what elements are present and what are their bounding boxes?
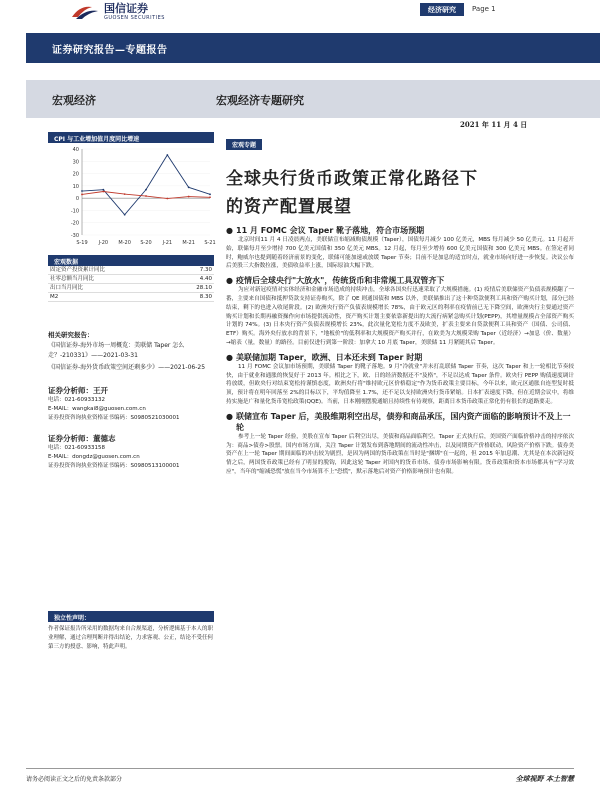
section-3-title: 美联储加期 Taper，欧洲、日本还未到 Taper 时期 bbox=[236, 352, 423, 362]
cpi-chart bbox=[48, 143, 214, 251]
report-type-band bbox=[26, 33, 600, 63]
macro-data-table bbox=[48, 266, 214, 302]
series-point bbox=[209, 196, 211, 198]
analyst-1-cert: 证券投资咨询执业资格证书编码：S0980521030001 bbox=[48, 415, 180, 421]
top-header bbox=[0, 0, 600, 28]
macro-data-row bbox=[48, 284, 214, 293]
report-title bbox=[226, 165, 574, 221]
macro-data-label: M2 bbox=[50, 294, 59, 300]
macro-data-value: 8.30 bbox=[199, 294, 212, 300]
section-1-body: 北京时间11 月 4 日凌晨两点，美联储宣布缩减购债规模（Taper），国债每月减少 100 亿美元，MBS 每月减少 50 亿美元。11 月起开始，联储每月至少增持 700 亿美元国债和 350 亿美元 MBS。12 月起，每月至少增持 600 亿美元国债和 300 亿美元 MBS。在签定者同时，鲍威尔也提到随着经济前景的变化，联储可能加速或放缓 Taper 节奏；目前不是加息的适宜时点，就业市场向好进一步恢复。决议公布后美股三大指数拉涨，美债收益率上涨，国际原油大幅下跌。 bbox=[226, 237, 574, 270]
footer-disclaimer[interactable]: 请务必阅读正文之后的免责条款部分 bbox=[26, 776, 123, 783]
main-tag: 宏观专题 bbox=[226, 139, 262, 150]
y-tick-label: 0 bbox=[75, 196, 79, 203]
section-1 bbox=[226, 225, 574, 271]
section-tag: 经济研究 bbox=[420, 3, 464, 16]
section-4-heading bbox=[226, 411, 574, 433]
bullet-icon: ● bbox=[226, 226, 233, 235]
independence-title: 独立性声明： bbox=[48, 611, 214, 622]
analyst-block bbox=[48, 385, 214, 471]
x-tick-label: S-20 bbox=[140, 240, 152, 246]
macro-data-value: 4.40 bbox=[199, 276, 212, 282]
section-2-title: 疫情后全球央行"大放水"，传统货币和非常规工具双管齐下 bbox=[236, 276, 445, 286]
y-tick-label: 40 bbox=[72, 147, 79, 153]
analyst-2-cert: 证券投资咨询执业资格证书编码：S0980513100001 bbox=[48, 463, 180, 469]
x-tick-label: M-21 bbox=[182, 240, 195, 246]
section-3-heading bbox=[226, 352, 574, 363]
y-tick-label: -30 bbox=[70, 233, 79, 239]
report-title-line1: 全球央行货币政策正常化路径下 bbox=[226, 169, 478, 189]
series-point bbox=[188, 186, 190, 188]
section-2 bbox=[226, 275, 574, 348]
category-left: 宏观经济 bbox=[52, 94, 96, 107]
x-tick-label: J-20 bbox=[98, 240, 109, 246]
series-point bbox=[81, 194, 83, 196]
series-point bbox=[145, 195, 147, 197]
bullet-icon: ● bbox=[226, 411, 233, 421]
section-4-title: 联储宣布 Taper 后，美股维期利空出尽，债券和商品承压，国内资产面临的影响预计不及上一轮 bbox=[236, 411, 571, 432]
analyst-1-name: 证券分析师：王开 bbox=[48, 386, 108, 395]
section-1-heading bbox=[226, 225, 574, 236]
section-3-body: 11 月 FOMC 会议加市场预期，美联储 Taper 的靴子落地。9 月"冷就业"并未打乱联储 Taper 节奏，这次 Taper 和上一轮相比节奏较快，由于就业和通胀的恢复好于 2013 年。相比之下，欧、日的经济数据还不"及格"，不足以达成 Taper 条件。欧央行 PEPP 购债速度调计将放缓，但欧央行对结束宽松持谨慎态度，欧洲央行将"维持欧元区价格稳定"作为货币政策主要目标，今年以来，欧元区通胀自连型复时抵顶，预计将在明年回落至 2%的目标以下，平均值降至 1.7%，还不足以支持欧洲央行货币紧缩。日本扩表速度下降，但在近期会议中，将维持实施是广和量化货币宽松政策(QQE)。当前，日本刚刚摆脱通缩且持续性有待观察，距离日本货币政策正常化仍有很长的道路要走。 bbox=[226, 363, 574, 405]
independence-text: 作者保证报告所采用的数据均来自合规渠道，分析逻辑基于本人的职业理解，通过合理判断并得出结论，力求客观、公正，结论不受任何第三方的授意、影响，特此声明。 bbox=[48, 626, 214, 650]
series-point bbox=[166, 198, 168, 200]
related-reports-title: 相关研究报告： bbox=[48, 331, 94, 339]
section-1-title: 11 月 FOMC 会议 Taper 靴子落地，符合市场预期 bbox=[236, 226, 425, 235]
series-point bbox=[124, 193, 126, 195]
footer bbox=[26, 768, 574, 769]
logo-mark-icon bbox=[70, 3, 100, 21]
series-point bbox=[81, 190, 83, 192]
category-right: 宏观经济专题研究 bbox=[216, 94, 304, 107]
series-point bbox=[102, 191, 104, 193]
y-tick-label: -20 bbox=[70, 220, 79, 227]
macro-data-row bbox=[48, 266, 214, 275]
bullet-icon: ● bbox=[226, 352, 233, 362]
footer-slogan: 全球视野 本土智慧 bbox=[515, 774, 574, 783]
y-tick-label: 20 bbox=[72, 171, 79, 178]
macro-data-label: 社零总额当月同比 bbox=[50, 276, 95, 282]
logo-name-en: GUOSEN SECURITIES bbox=[104, 15, 165, 21]
page-number: Page 1 bbox=[472, 5, 496, 13]
section-2-heading bbox=[226, 275, 574, 286]
report-title-line2: 的资产配置展望 bbox=[226, 197, 352, 217]
chart-svg bbox=[48, 143, 214, 251]
series-point bbox=[209, 193, 211, 195]
related-report-1[interactable]: 《国信证券-海外市场一周概览：美联储 Taper 怎么走？-210331》——2021-03-31 bbox=[48, 342, 185, 359]
section-2-body: 为应对新冠疫情对实体经济和金融市场造成的持续冲击，全球各国央行迅速采取了大规模措施。(1) 疫情后美联储资产负债表规模翻了一番，主要来自国债和抵押贷款支持证券购买，除了 QE 则通国债和 MBS 以外，美联储推出了这十种贷款便利工具和资产购买计划，部分已经结束，剩下的也进入收尾阶段。(2) 欧洲央行资产负债表规模增长 78%，由于欧元区的利率在疫情前已无下降空间，欧洲央行主要通过资产购买计划和长期再融资操作向市场提供流动性，资产购买计划主要依靠新提出的大流行病紧急购买计划(PEPP)，其增量规模占全部资产购买计划的 74%。(3) 日本央行资产负债表规模增长 23%，此次量化宽松力度不及欧美，扩表主要来自贷款便利工具和资产（国债、公司债、ETF）购买。海外央行放水的背景下，"地板价"的低利率和大规模资产购买并行，在欧美为大规模采购 Taper（近经济）→加息（价、数量）→缩表（量，数量）的路径。目前仅进行到第一阶段：加拿大 10 月底 Taper，美联储 11 月紧随其后 Taper。 bbox=[226, 287, 574, 346]
related-report-2[interactable]: 《国信证券-海外货币政策空间还剩多少》——2021-06-25 bbox=[48, 364, 206, 371]
report-type: 证券研究报告—专题报告 bbox=[52, 45, 168, 56]
macro-data-row bbox=[48, 275, 214, 284]
analyst-1-phone: 电话：021-60933132 bbox=[48, 397, 105, 403]
macro-data-label: 固定资产投资累计同比 bbox=[50, 267, 106, 273]
report-date: 2021 年 11 月 4 日 bbox=[460, 120, 528, 129]
y-tick-label: 10 bbox=[72, 183, 79, 190]
series-point bbox=[145, 189, 147, 191]
x-tick-label: M-20 bbox=[118, 240, 131, 246]
logo-name-cn: 国信证券 bbox=[104, 2, 148, 15]
series-point bbox=[166, 154, 168, 156]
y-tick-label: -10 bbox=[70, 208, 79, 215]
chart-title: CPI 与工业增加值月度同比增速 bbox=[48, 132, 214, 143]
analyst-2-name: 证券分析师：董德志 bbox=[48, 434, 116, 443]
macro-data-title: 宏观数据 bbox=[48, 255, 214, 266]
company-logo bbox=[70, 3, 165, 21]
sidebar bbox=[48, 132, 214, 471]
series-line bbox=[82, 192, 210, 199]
macro-data-value: 28.10 bbox=[196, 285, 212, 291]
macro-data-label: 出口当月同比 bbox=[50, 285, 84, 291]
x-tick-label: J-21 bbox=[162, 240, 173, 246]
section-4 bbox=[226, 411, 574, 477]
macro-data-value: 7.30 bbox=[199, 267, 212, 273]
analyst-1-email[interactable]: E-MAIL：wangkai8@guosen.com.cn bbox=[48, 406, 146, 412]
section-4-body: 参考上一轮 Taper 经验，美股在宣布 Taper 后利空出尽，美债和商品面临利空。Taper 正式执行后，美国资产面临价格冲击的持序依次为：商品>债券>股票。国内市场方面，关注 Taper 计划发布到落地期间的流动性冲击，以及同期资产价格联动，风险资产价格下跌。债券美资产在上一轮 Taper 期间面临的冲击较为剧烈，是因为两国的货币政策在当时是"捆绑"在一起的，但 2015 年加息潮、尤其是在本次新冠疫情之后，两国货币政策已经有了明显的脱钩，因此这轮 Taper 对国内的货币市场、债券市场影响有限。货币政策和资本市场都具有"学习效应"，当年的"缩减恐慌"放在当今市场算不上"恐慌"，默示落地后对资产价格影响预计也有限。 bbox=[226, 433, 574, 475]
category-band bbox=[26, 80, 600, 118]
macro-data-row bbox=[48, 293, 214, 302]
analyst-2-phone: 电话：021-60933158 bbox=[48, 445, 105, 451]
bullet-icon: ● bbox=[226, 276, 233, 286]
analyst-2-email[interactable]: E-MAIL：dongdz@guosen.com.cn bbox=[48, 454, 140, 460]
x-tick-label: S-21 bbox=[204, 240, 216, 246]
section-3 bbox=[226, 352, 574, 407]
y-tick-label: 30 bbox=[72, 159, 79, 166]
series-point bbox=[102, 189, 104, 191]
independence-statement bbox=[48, 611, 214, 652]
top-tags bbox=[420, 3, 504, 16]
series-line bbox=[82, 155, 210, 215]
series-point bbox=[188, 196, 190, 198]
main-content bbox=[226, 132, 574, 477]
x-tick-label: S-19 bbox=[76, 240, 88, 246]
series-point bbox=[124, 214, 126, 216]
